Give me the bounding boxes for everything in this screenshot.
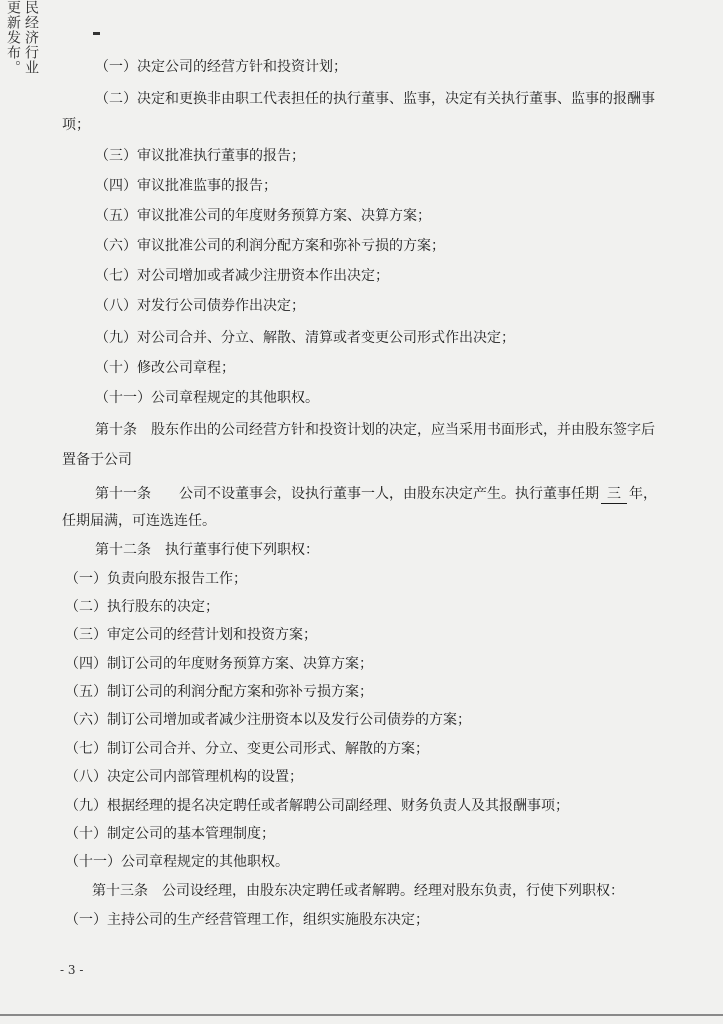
- article-continuation: 置备于公司: [62, 452, 132, 468]
- article-heading: [95, 485, 657, 504]
- scan-edge-line: [0, 1014, 723, 1016]
- clause-item-continuation: 项；: [62, 117, 90, 133]
- clause-item: （三）审定公司的经营计划和投资方案；: [65, 627, 317, 643]
- article-continuation: 任期届满，可连选连任。: [62, 513, 216, 529]
- clause-item: （八）对发行公司债券作出决定；: [95, 298, 305, 314]
- clause-item: （四）制订公司的年度财务预算方案、决算方案；: [65, 656, 373, 672]
- clause-item: （十一）公司章程规定的其他职权。: [95, 390, 319, 406]
- margin-note-line: 民经济行业: [23, 0, 39, 75]
- page-number: - 3 -: [60, 963, 84, 977]
- article-heading: 第十条 股东作出的公司经营方针和投资计划的决定，应当采用书面形式，并由股东签字后: [95, 422, 655, 438]
- clause-item: （十一）公司章程规定的其他职权。: [65, 854, 289, 870]
- clause-item: （四）审议批准监事的报告；: [95, 178, 277, 194]
- article-text: 第十一条 公司不设董事会，设执行董事一人，由股东决定产生。执行董事任期: [95, 486, 599, 502]
- clause-item: （一）负责向股东报告工作；: [65, 571, 247, 587]
- clause-item: （一）主持公司的生产经营管理工作，组织实施股东决定；: [65, 912, 429, 928]
- article-heading: 第十三条 公司设经理，由股东决定聘任或者解聘。经理对股东负责，行使下列职权：: [92, 883, 624, 899]
- clause-item: （八）决定公司内部管理机构的设置；: [65, 769, 303, 785]
- clause-item: （七）制订公司合并、分立、变更公司形式、解散的方案；: [65, 741, 429, 757]
- clause-item: （六）审议批准公司的利润分配方案和弥补亏损的方案；: [95, 238, 445, 254]
- clause-item: （二）决定和更换非由职工代表担任的执行董事、监事，决定有关执行董事、监事的报酬事: [95, 91, 655, 107]
- article-text-tail: 年，: [629, 486, 657, 502]
- term-years-value: 三: [601, 485, 627, 504]
- clause-item: （三）审议批准执行董事的报告；: [95, 148, 305, 164]
- clause-item: （六）制订公司增加或者减少注册资本以及发行公司债券的方案；: [65, 712, 471, 728]
- scan-mark: [93, 32, 100, 35]
- clause-item: （五）制订公司的利润分配方案和弥补亏损方案；: [65, 684, 373, 700]
- margin-note-line: 更新发布。: [5, 0, 21, 75]
- clause-item: （十）制定公司的基本管理制度；: [65, 826, 275, 842]
- clause-item: （十）修改公司章程；: [95, 360, 235, 376]
- clause-item: （五）审议批准公司的年度财务预算方案、决算方案；: [95, 208, 431, 224]
- margin-note: [4, 0, 40, 75]
- clause-item: （九）对公司合并、分立、解散、清算或者变更公司形式作出决定；: [95, 330, 515, 346]
- clause-item: （二）执行股东的决定；: [65, 599, 219, 615]
- article-heading: 第十二条 执行董事行使下列职权：: [95, 542, 319, 558]
- clause-item: （一）决定公司的经营方针和投资计划；: [95, 59, 347, 75]
- clause-item: （九）根据经理的提名决定聘任或者解聘公司副经理、财务负责人及其报酬事项；: [65, 798, 569, 814]
- clause-item: （七）对公司增加或者减少注册资本作出决定；: [95, 268, 389, 284]
